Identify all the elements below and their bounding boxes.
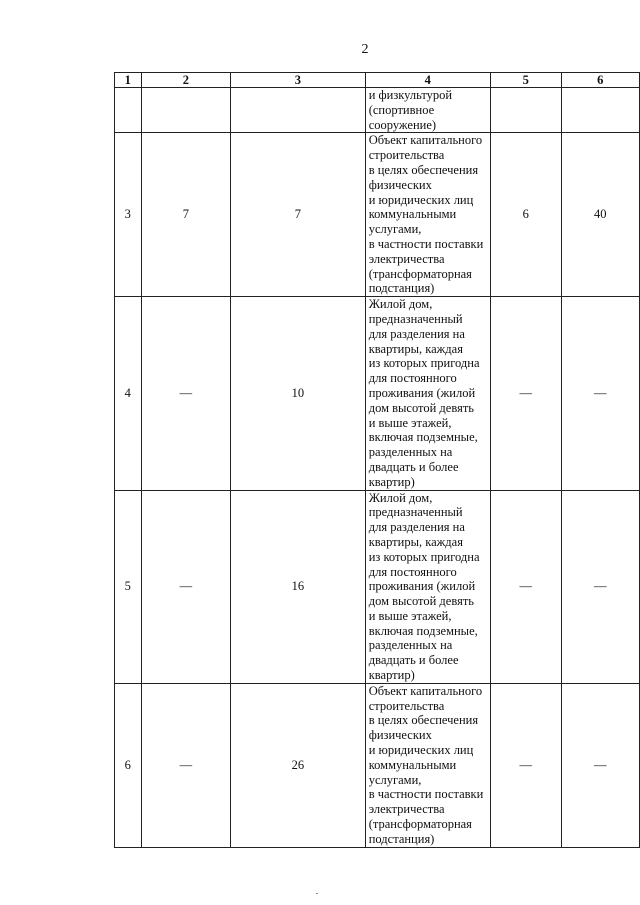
- cell-description: Объект капитального строительства в целях обеспечения физических и юридических лиц коммунальными услугами, в частности поставки электричества (трансформаторная подстанция): [365, 683, 490, 847]
- cell-description: Жилой дом, предназначенный для разделения на квартиры, каждая из которых пригодна для постоянного проживания (жилой дом высотой девять и выше этажей, включая подземные, разделенных на двадцать и более квартир): [365, 490, 490, 683]
- table-row: [115, 297, 640, 490]
- cell-description: Объект капитального строительства в целях обеспечения физических и юридических лиц коммунальными услугами, в частности поставки электричества (трансформаторная подстанция): [365, 133, 490, 297]
- scan-artifact: [316, 893, 318, 894]
- cell-number: 5: [115, 490, 142, 683]
- cell-col3: 16: [231, 490, 366, 683]
- cell-col5: —: [490, 490, 561, 683]
- cell-col2: 7: [141, 133, 231, 297]
- cell-col6: —: [561, 297, 639, 490]
- cell-description: Жилой дом, предназначенный для разделения на квартиры, каждая из которых пригодна для постоянного проживания (жилой дом высотой девять и выше этажей, включая подземные, разделенных на двадцать и более квартир): [365, 297, 490, 490]
- table-header-row: [115, 73, 640, 88]
- cell-col3: 10: [231, 297, 366, 490]
- cell-number: [115, 88, 142, 133]
- cell-col5: —: [490, 683, 561, 847]
- cell-number: 6: [115, 683, 142, 847]
- cell-number: 3: [115, 133, 142, 297]
- column-header-1: 1: [115, 73, 142, 88]
- table-row: [115, 683, 640, 847]
- cell-number: 4: [115, 297, 142, 490]
- column-header-2: 2: [141, 73, 231, 88]
- table-row: [115, 490, 640, 683]
- column-header-3: 3: [231, 73, 366, 88]
- page-number: 2: [361, 42, 369, 57]
- cell-col2: —: [141, 490, 231, 683]
- cell-description: и физкультурой (спортивное сооружение): [365, 88, 490, 133]
- cell-col2: —: [141, 297, 231, 490]
- cell-col5: [490, 88, 561, 133]
- cell-col2: [141, 88, 231, 133]
- cell-col3: 26: [231, 683, 366, 847]
- cell-col6: —: [561, 683, 639, 847]
- data-table: [114, 72, 640, 848]
- cell-col6: [561, 88, 639, 133]
- column-header-5: 5: [490, 73, 561, 88]
- cell-col3: 7: [231, 133, 366, 297]
- cell-col6: —: [561, 490, 639, 683]
- cell-col5: —: [490, 297, 561, 490]
- cell-col3: [231, 88, 366, 133]
- cell-col2: —: [141, 683, 231, 847]
- cell-col6: 40: [561, 133, 639, 297]
- column-header-4: 4: [365, 73, 490, 88]
- cell-col5: 6: [490, 133, 561, 297]
- table-row: [115, 133, 640, 297]
- column-header-6: 6: [561, 73, 639, 88]
- table-row-continuation: [115, 88, 640, 133]
